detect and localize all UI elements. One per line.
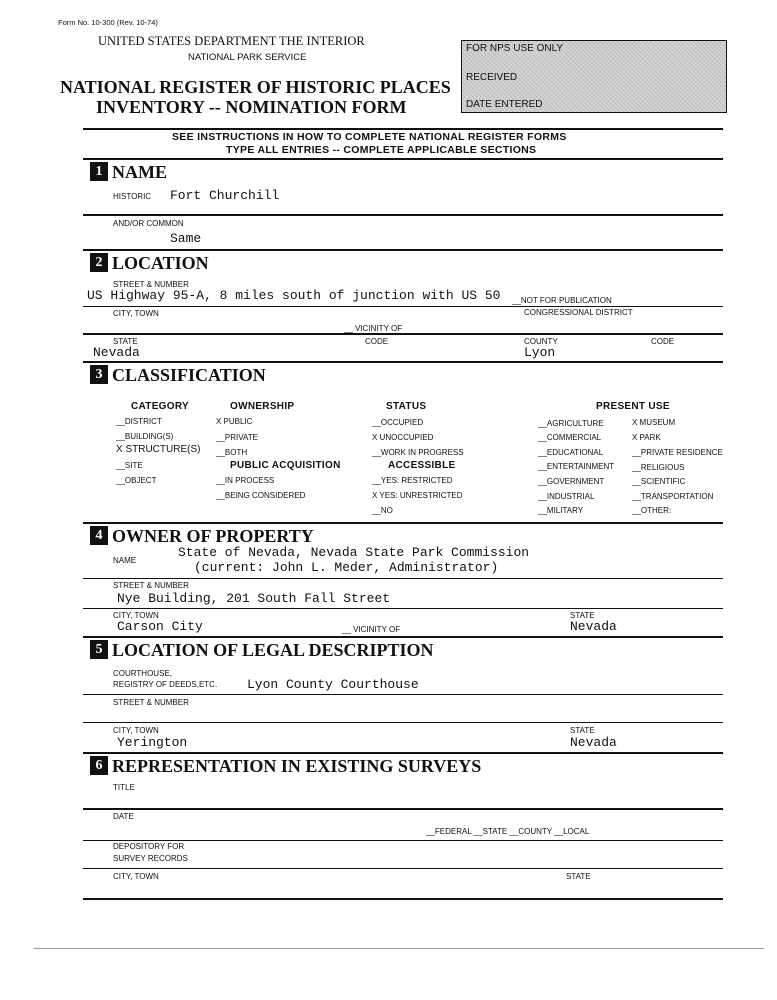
section-1-number: 1 <box>90 162 108 181</box>
section-4-number: 4 <box>90 526 108 545</box>
nps-use-box <box>461 40 727 113</box>
rule <box>83 808 723 810</box>
present-use-item: X PARK <box>632 433 661 442</box>
legal-city-label: CITY, TOWN <box>113 726 159 735</box>
depository-label-1: DEPOSITORY FOR <box>113 842 185 851</box>
ownership-item: __PRIVATE <box>216 433 258 442</box>
not-for-publication: __NOT FOR PUBLICATION <box>512 296 612 305</box>
legal-city-value: Yerington <box>117 735 188 750</box>
owner-state-label: STATE <box>570 611 595 620</box>
rule <box>83 752 723 754</box>
owner-city-label: CITY, TOWN <box>113 611 159 620</box>
instructions-line2: TYPE ALL ENTRIES -- COMPLETE APPLICABLE SECTIONS <box>226 144 537 156</box>
rule <box>83 868 723 869</box>
legal-street-label: STREET & NUMBER <box>113 698 189 707</box>
section-2-heading <box>90 253 209 274</box>
header-rule <box>83 128 723 130</box>
county-value: Lyon <box>524 345 556 360</box>
rule <box>83 578 723 579</box>
owner-vicinity-label: __ VICINITY OF <box>342 625 401 634</box>
nps-use-label: FOR NPS USE ONLY <box>466 43 564 54</box>
section-1-title: NAME <box>112 162 167 182</box>
category-item: __SITE <box>116 461 143 470</box>
category-item: __OBJECT <box>116 476 157 485</box>
present-use-item: __GOVERNMENT <box>538 477 605 486</box>
legal-state-value: Nevada <box>570 735 617 750</box>
acquisition-item: __BEING CONSIDERED <box>216 491 306 500</box>
state-value: Nevada <box>93 345 140 360</box>
accessible-item: __YES: RESTRICTED <box>372 476 453 485</box>
street-label: STREET & NUMBER <box>113 280 189 289</box>
rule <box>83 694 723 695</box>
section-6-heading <box>90 756 481 777</box>
rule <box>83 840 723 841</box>
rule <box>83 608 723 609</box>
county-label: COUNTY <box>524 337 558 346</box>
page-bottom-rule <box>34 948 764 949</box>
present-use-item: __SCIENTIFIC <box>632 477 686 486</box>
section-4-title: OWNER OF PROPERTY <box>112 526 314 546</box>
section-5-heading <box>90 640 434 661</box>
section-3-heading <box>90 365 266 386</box>
category-item: X STRUCTURE(S) <box>116 444 201 455</box>
street-value: US Highway 95-A, 8 miles south of junction with US 50 <box>87 288 501 303</box>
date-entered-label: DATE ENTERED <box>466 99 543 110</box>
owner-name-label: NAME <box>113 556 137 565</box>
depository-label-2: SURVEY RECORDS <box>113 854 188 863</box>
present-use-item: __ENTERTAINMENT <box>538 462 615 471</box>
common-value: Same <box>170 231 202 246</box>
section-2-number: 2 <box>90 253 108 272</box>
present-use-item: __COMMERCIAL <box>538 433 602 442</box>
section-5-number: 5 <box>90 640 108 659</box>
section-3-number: 3 <box>90 365 108 384</box>
rule <box>83 306 723 307</box>
survey-city-label: CITY, TOWN <box>113 872 159 881</box>
code-label-2: CODE <box>651 337 675 346</box>
owner-name-line2: (current: John L. Meder, Administrator) <box>194 560 499 575</box>
common-label: AND/OR COMMON <box>113 219 184 228</box>
courthouse-value: Lyon County Courthouse <box>247 677 419 692</box>
survey-levels: __FEDERAL __STATE __COUNTY __LOCAL <box>426 827 590 836</box>
ownership-item: __BOTH <box>216 448 248 457</box>
instructions-line1: SEE INSTRUCTIONS IN HOW TO COMPLETE NATIONAL REGISTER FORMS <box>172 131 567 143</box>
section-2-title: LOCATION <box>112 253 209 273</box>
courthouse-label: COURTHOUSE, <box>113 669 172 678</box>
owner-street-label: STREET & NUMBER <box>113 581 189 590</box>
rule <box>83 898 723 900</box>
vicinity-label: __ VICINITY OF <box>344 324 403 333</box>
park-service-line: NATIONAL PARK SERVICE <box>188 52 307 63</box>
owner-name-line1: State of Nevada, Nevada State Park Commission <box>178 545 530 560</box>
present-use-heading: PRESENT USE <box>596 401 670 412</box>
survey-state-label: STATE <box>566 872 591 881</box>
survey-date-label: DATE <box>113 812 134 821</box>
state-label: STATE <box>113 337 138 346</box>
ownership-heading: OWNERSHIP <box>230 401 295 412</box>
section-3-title: CLASSIFICATION <box>112 365 266 385</box>
present-use-item: __EDUCATIONAL <box>538 448 604 457</box>
acquisition-item: __IN PROCESS <box>216 476 275 485</box>
present-use-item: __INDUSTRIAL <box>538 492 595 501</box>
rule <box>83 522 723 524</box>
legal-state-label: STATE <box>570 726 595 735</box>
form-title-line1: NATIONAL REGISTER OF HISTORIC PLACES <box>60 77 451 97</box>
rule <box>83 214 723 216</box>
rule <box>83 361 723 363</box>
registry-label: REGISTRY OF DEEDS,ETC. <box>113 680 218 689</box>
accessible-item: __NO <box>372 506 393 515</box>
owner-city-value: Carson City <box>117 619 203 634</box>
section-6-title: REPRESENTATION IN EXISTING SURVEYS <box>112 756 482 776</box>
present-use-item: __MILITARY <box>538 506 584 515</box>
present-use-item: __PRIVATE RESIDENCE <box>632 448 723 457</box>
rule <box>83 636 723 638</box>
department-line: UNITED STATES DEPARTMENT THE INTERIOR <box>98 34 365 48</box>
section-5-title: LOCATION OF LEGAL DESCRIPTION <box>112 640 434 660</box>
status-item: __WORK IN PROGRESS <box>372 448 464 457</box>
city-label: CITY, TOWN <box>113 309 159 318</box>
accessible-item: X YES: UNRESTRICTED <box>372 491 463 500</box>
status-item: X UNOCCUPIED <box>372 433 434 442</box>
congressional-district-label: CONGRESSIONAL DISTRICT <box>524 308 633 317</box>
category-item: __BUILDING(S) <box>116 432 174 441</box>
rule <box>83 722 723 723</box>
historic-value: Fort Churchill <box>170 188 280 203</box>
owner-state-value: Nevada <box>570 619 617 634</box>
instructions-rule <box>83 158 723 160</box>
survey-title-label: TITLE <box>113 783 135 792</box>
ownership-item: X PUBLIC <box>216 417 253 426</box>
rule <box>83 333 723 335</box>
category-heading: CATEGORY <box>131 401 189 412</box>
present-use-item: __AGRICULTURE <box>538 419 604 428</box>
historic-label: HISTORIC <box>113 192 152 201</box>
section-6-number: 6 <box>90 756 108 775</box>
section-4-heading <box>90 526 314 547</box>
status-heading: STATUS <box>386 401 427 412</box>
category-item: __DISTRICT <box>116 417 162 426</box>
accessible-heading: ACCESSIBLE <box>388 460 456 471</box>
present-use-item: X MUSEUM <box>632 418 676 427</box>
present-use-item: __TRANSPORTATION <box>632 492 714 501</box>
status-item: __OCCUPIED <box>372 418 424 427</box>
form-number: Form No. 10-300 (Rev. 10-74) <box>58 18 158 27</box>
code-label: CODE <box>365 337 389 346</box>
rule <box>83 249 723 251</box>
form-title-line2: INVENTORY -- NOMINATION FORM <box>96 97 407 117</box>
received-label: RECEIVED <box>466 72 518 83</box>
public-acquisition-heading: PUBLIC ACQUISITION <box>230 460 341 471</box>
owner-street-value: Nye Building, 201 South Fall Street <box>117 591 391 606</box>
present-use-item: __OTHER: <box>632 506 672 515</box>
present-use-item: __RELIGIOUS <box>632 463 685 472</box>
section-1-heading <box>90 162 167 183</box>
